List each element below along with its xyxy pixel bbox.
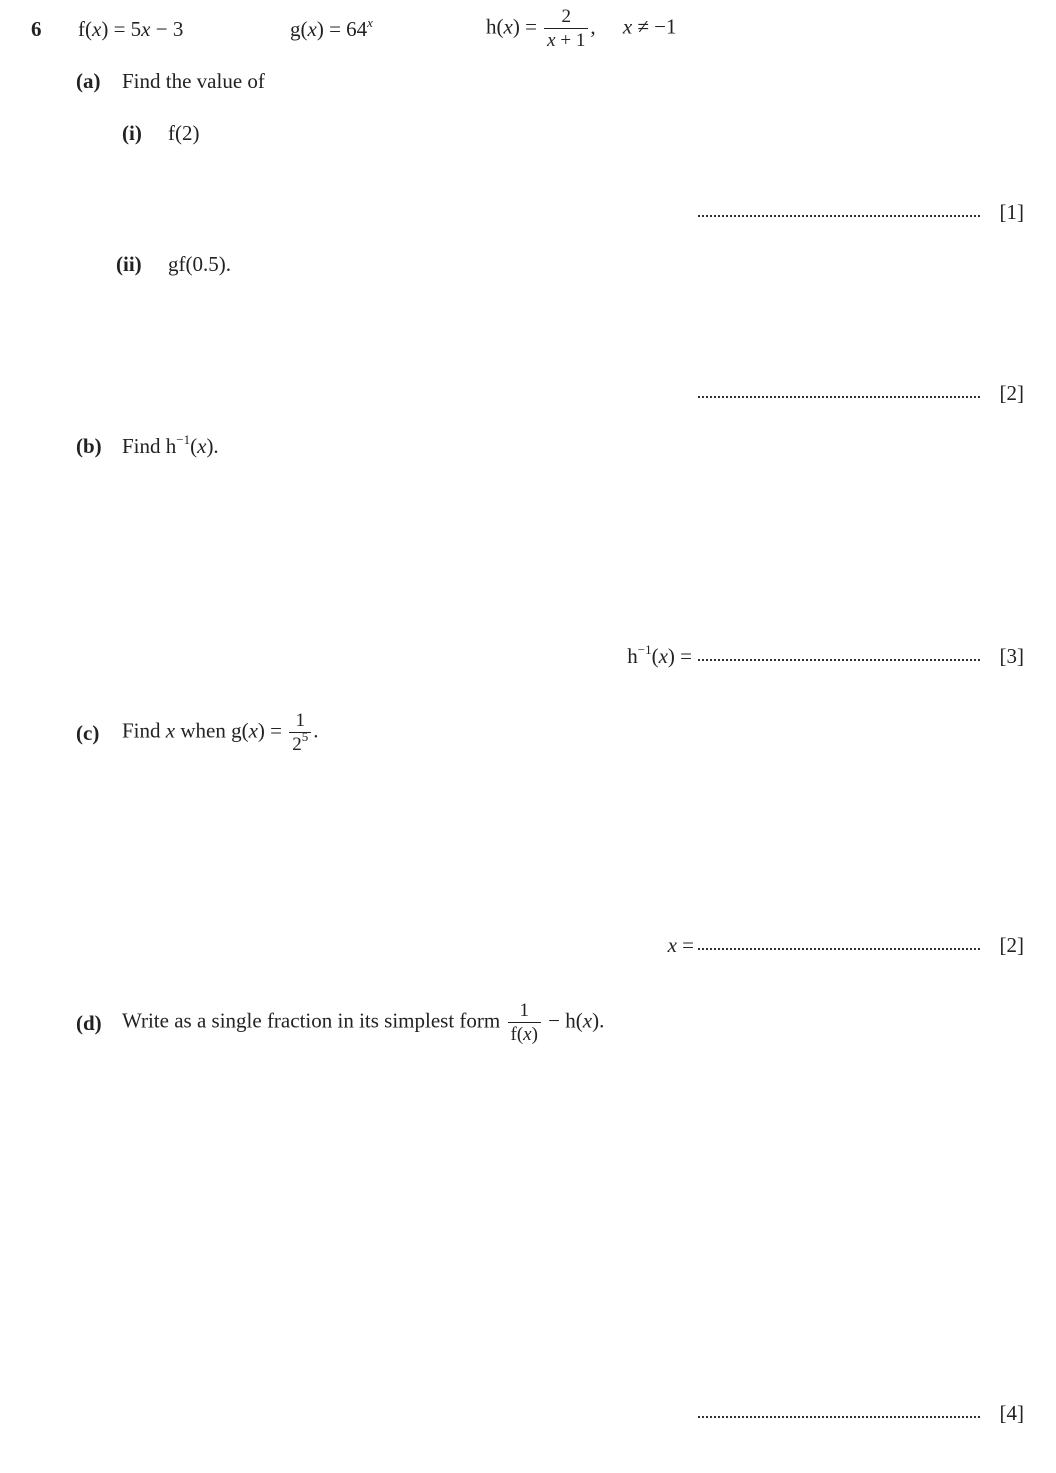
part-a-ii-text: gf(0.5).: [168, 252, 231, 276]
h-fraction: $\frac{2}{x + 1}$: [544, 7, 588, 50]
h-definition: h(x) = $\frac{2}{x + 1}$ , x ≠ −1: [486, 6, 677, 51]
part-a-ii-label: (ii): [116, 252, 142, 276]
answer-line-a-i[interactable]: [698, 202, 980, 223]
part-c-text: Find x when g(x) = $\frac{1}{2^5}$ .: [122, 710, 319, 755]
part-d-text: Write as a single fraction in its simplest form $\frac{1}{f(x)}$ − h(x).: [122, 1000, 605, 1045]
marks-b: [3]: [999, 644, 1024, 668]
part-b-label: (b): [76, 434, 102, 458]
answer-line-b[interactable]: [698, 646, 980, 667]
answer-prefix-c: x =: [667, 933, 694, 957]
answer-line-d[interactable]: [698, 1403, 980, 1424]
d-fraction: $\frac{1}{f(x)}$: [508, 1001, 541, 1044]
part-c-label: (c): [76, 721, 100, 745]
part-a-i-label: (i): [122, 121, 142, 145]
marks-c: [2]: [999, 933, 1024, 957]
marks-a-ii: [2]: [999, 381, 1024, 405]
part-a-label: (a): [76, 69, 101, 93]
answer-line-c[interactable]: [698, 935, 980, 956]
c-fraction: $\frac{1}{2^5}$: [289, 711, 311, 754]
answer-line-a-ii[interactable]: [698, 383, 980, 404]
part-d-label: (d): [76, 1011, 102, 1035]
answer-prefix-b: $h^{-1}(x)$ =: [627, 642, 692, 668]
part-b-text: Find $h^{-1}(x)$.: [122, 432, 219, 458]
g-definition: $g(x) = 64^x$: [290, 15, 373, 41]
part-a-i-text: f(2): [168, 121, 200, 145]
part-a-text: Find the value of: [122, 69, 265, 93]
marks-a-i: [1]: [999, 200, 1024, 224]
f-definition: f(x) = 5x − 3: [78, 17, 184, 41]
question-number: 6: [31, 17, 42, 41]
marks-d: [4]: [999, 1401, 1024, 1425]
